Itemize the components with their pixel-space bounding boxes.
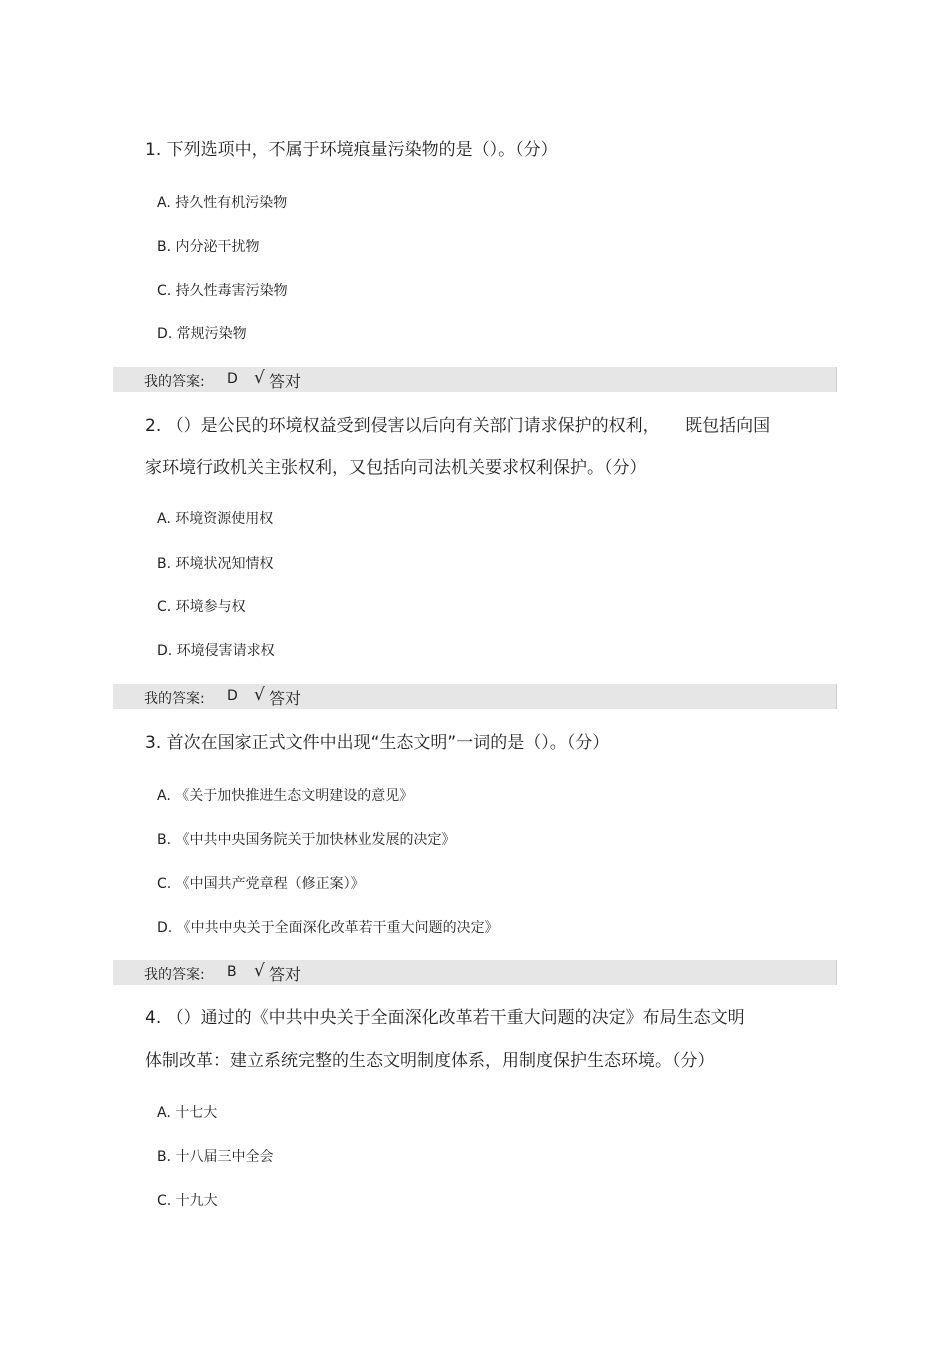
answer-value: D: [227, 371, 238, 387]
question-4-option-a: A. 十七大: [157, 1105, 218, 1121]
question-3-text: 3. 首次在国家正式文件中出现“生态文明”一词的是（）。（分）: [145, 733, 610, 753]
answer-result: 答对: [269, 965, 302, 984]
question-4-option-c: C. 十九大: [157, 1193, 218, 1209]
question-3-option-d: D. 《中共中央关于全面深化改革若干重大问题的决定》: [157, 920, 499, 936]
question-2-option-c: C. 环境参与权: [157, 599, 246, 615]
question-1-text: 1. 下列选项中，不属于环境痕量污染物的是（）。（分）: [145, 140, 558, 160]
question-2-text-line-1: 2. （）是公民的环境权益受到侵害以后向有关部门请求保护的权利， 既包括向国: [145, 416, 771, 436]
answer-label: 我的答案:: [144, 374, 205, 390]
answer-value: D: [227, 688, 238, 704]
answer-label: 我的答案:: [144, 967, 205, 983]
question-2-option-a: A. 环境资源使用权: [157, 511, 274, 527]
question-3-option-a: A. 《关于加快推进生态文明建设的意见》: [157, 788, 414, 804]
answer-result: 答对: [269, 689, 302, 708]
question-2-answer-bar: [113, 684, 837, 709]
question-3-option-b: B. 《中共中央国务院关于加快林业发展的决定》: [157, 832, 456, 848]
question-2-option-b: B. 环境状况知情权: [157, 556, 274, 572]
question-2-option-d: D. 环境侵害请求权: [157, 643, 275, 659]
question-1-answer-bar: [113, 367, 837, 392]
question-4-text-line-1: 4. （）通过的《中共中央关于全面深化改革若干重大问题的决定》布局生态文明: [145, 1008, 745, 1028]
question-3-option-c: C. 《中国共产党章程（修正案）》: [157, 876, 365, 892]
question-1-option-c: C. 持久性毒害污染物: [157, 283, 288, 299]
check-icon: √: [254, 685, 265, 705]
question-3-answer-bar: [113, 960, 837, 985]
question-1-option-b: B. 内分泌干扰物: [157, 239, 260, 255]
question-1-option-a: A. 持久性有机污染物: [157, 195, 288, 211]
question-4-option-b: B. 十八届三中全会: [157, 1149, 274, 1165]
check-icon: √: [254, 961, 265, 981]
check-icon: √: [254, 368, 265, 388]
answer-label: 我的答案:: [144, 691, 205, 707]
answer-value: B: [227, 964, 237, 980]
question-2-text-line-2: 家环境行政机关主张权利，又包括向司法机关要求权利保护。（分）: [145, 458, 647, 478]
question-1-option-d: D. 常规污染物: [157, 326, 247, 342]
answer-result: 答对: [269, 372, 302, 391]
question-4-text-line-2: 体制改革：建立系统完整的生态文明制度体系，用制度保护生态环境。（分）: [145, 1051, 715, 1071]
